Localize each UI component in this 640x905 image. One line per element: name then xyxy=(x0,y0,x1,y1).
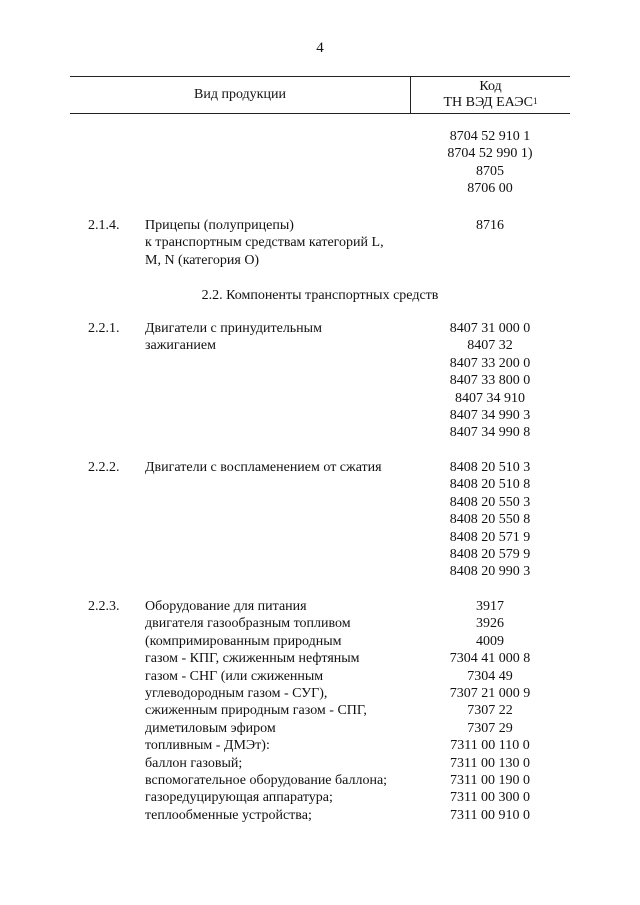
code-value: 7311 00 190 0 xyxy=(450,773,530,789)
item-codes xyxy=(412,459,568,581)
item-name xyxy=(145,217,415,269)
page-number: 4 xyxy=(316,40,324,56)
code-value: 8407 34 990 8 xyxy=(449,425,531,441)
item-name-line: (компримированным природным xyxy=(145,633,342,649)
code-value: 8407 33 800 0 xyxy=(449,373,531,389)
code-value: 8407 34 990 3 xyxy=(449,408,531,424)
code-value: 7311 00 130 0 xyxy=(450,755,530,771)
item-codes xyxy=(412,598,568,824)
code-value: 8407 32 xyxy=(467,338,513,354)
item-name-line: газоредуцирующая аппаратура; xyxy=(145,790,333,806)
item-codes xyxy=(412,320,568,442)
item-number: 2.1.4. xyxy=(88,218,120,233)
item-name xyxy=(145,320,415,355)
item-name-line: баллон газовый; xyxy=(145,755,243,771)
section-title: 2.2. Компоненты транспортных средств xyxy=(201,288,439,303)
header-code-column xyxy=(411,79,570,111)
code-value: 8704 52 910 1 xyxy=(449,129,531,144)
code-value: 8408 20 571 9 xyxy=(449,529,531,545)
item-name-line: зажиганием xyxy=(145,338,216,354)
code-value: 8408 20 550 3 xyxy=(449,494,531,510)
header-code-footnote: 1 xyxy=(533,96,538,106)
item-name-line: сжиженным природным газом - СПГ, xyxy=(145,703,367,719)
code-value: 8716 xyxy=(476,218,504,233)
code-value: 8408 20 579 9 xyxy=(449,547,531,563)
item-name-line: диметиловым эфиром xyxy=(145,720,276,736)
item-name-line: M, N (категория O) xyxy=(145,252,260,268)
header-code-line1: Код xyxy=(479,79,502,94)
code-value: 7307 21 000 9 xyxy=(449,686,531,702)
code-value: 8408 20 550 8 xyxy=(449,512,531,528)
code-value: 8408 20 510 8 xyxy=(449,477,531,493)
item-name-line: теплообменные устройства; xyxy=(145,807,312,823)
code-value: 8704 52 990 1) xyxy=(447,146,533,162)
code-value: 8407 33 200 0 xyxy=(449,355,531,371)
code-value: 8407 34 910 xyxy=(455,390,525,406)
code-value: 3926 xyxy=(476,616,504,632)
item-codes xyxy=(412,217,568,234)
item-name-line: Прицепы (полуприцепы) xyxy=(145,218,294,233)
item-name xyxy=(145,598,415,824)
code-value: 7311 00 910 0 xyxy=(450,807,530,823)
item-name-line: газом - КПГ, сжиженным нефтяным xyxy=(145,651,360,667)
item-number: 2.2.2. xyxy=(88,460,120,475)
code-value: 7307 29 xyxy=(467,720,513,736)
item-name-line: топливным - ДМЭт): xyxy=(145,738,270,754)
code-value: 7304 49 xyxy=(467,668,513,684)
code-value: 7304 41 000 8 xyxy=(449,651,531,667)
item-name xyxy=(145,459,415,476)
table-header xyxy=(70,76,570,114)
item-name-line: вспомогательное оборудование баллона; xyxy=(145,773,388,789)
code-value: 8408 20 510 3 xyxy=(449,460,531,475)
item-name-line: газом - СНГ (или сжиженным xyxy=(145,668,324,684)
item-name-line: Оборудование для питания xyxy=(145,599,307,614)
code-value: 8705 xyxy=(476,163,504,179)
code-value: 8408 20 990 3 xyxy=(449,564,531,580)
code-value: 3917 xyxy=(476,599,504,614)
code-value: 4009 xyxy=(476,633,504,649)
item-name-line: двигателя газообразным топливом xyxy=(145,616,351,632)
header-product-column: Вид продукции xyxy=(194,87,286,102)
code-value: 8407 31 000 0 xyxy=(449,321,531,336)
item-name-line: углеводородным газом - СУГ), xyxy=(145,686,328,702)
header-code-line2: ТН ВЭД ЕАЭС xyxy=(443,95,533,110)
code-value: 7311 00 110 0 xyxy=(450,738,530,754)
item-name-line: Двигатели с воспламенением от сжатия xyxy=(145,460,382,475)
item-name-line: Двигатели с принудительным xyxy=(145,321,322,336)
code-value: 8706 00 xyxy=(467,181,513,197)
code-value: 7311 00 300 0 xyxy=(450,790,530,806)
code-value: 7307 22 xyxy=(467,703,513,719)
continued-codes xyxy=(412,128,568,198)
item-number: 2.2.1. xyxy=(88,321,120,336)
item-number: 2.2.3. xyxy=(88,599,120,614)
item-name-line: к транспортным средствам категорий L, xyxy=(145,235,384,251)
